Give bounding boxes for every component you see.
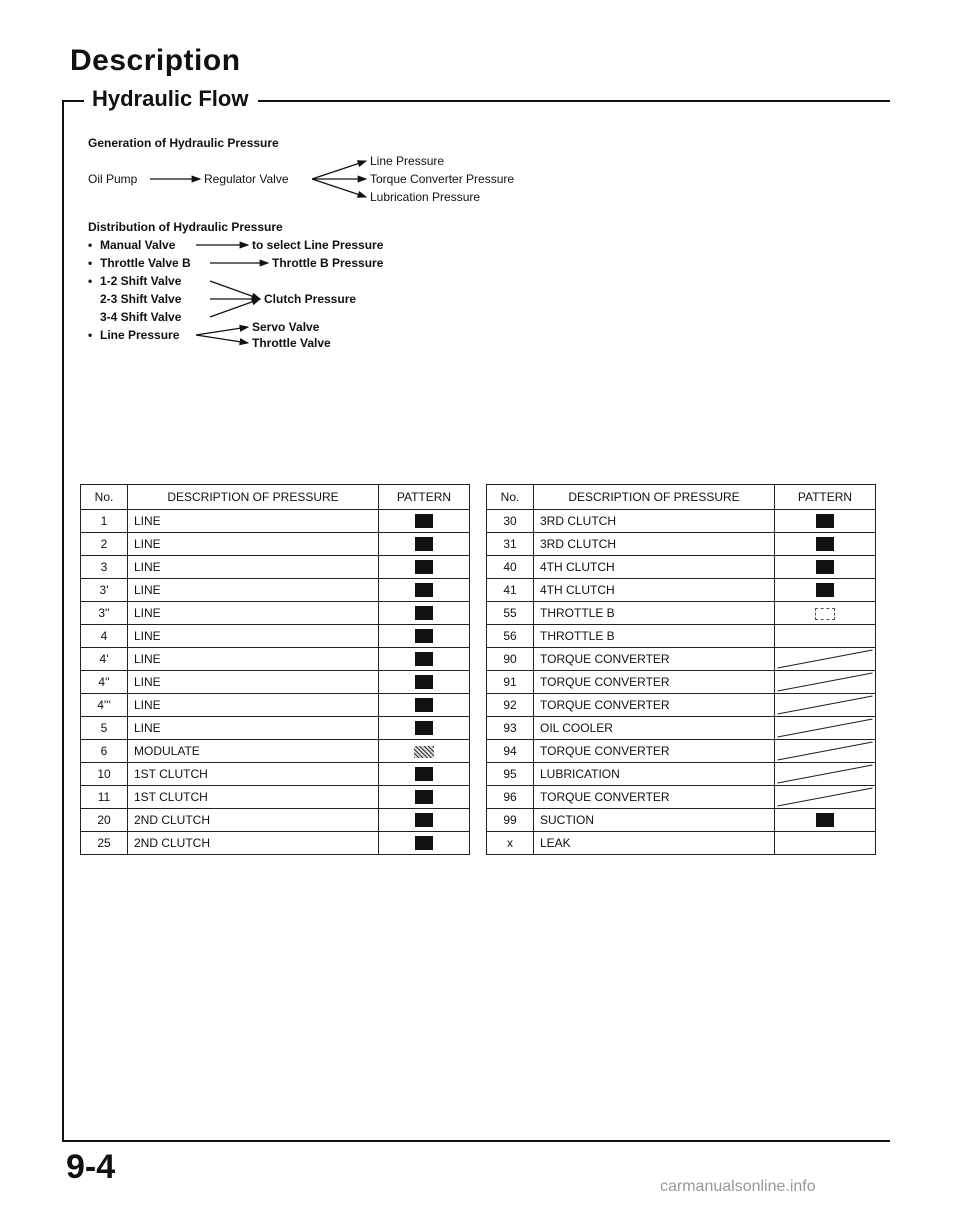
solid-pattern-swatch	[415, 606, 433, 620]
row-number: 1	[81, 510, 128, 533]
row-number: 91	[487, 671, 534, 694]
row-description: 2ND CLUTCH	[128, 809, 379, 832]
arrow-line	[312, 161, 366, 179]
diagonal-pattern-swatch	[775, 717, 875, 739]
header-pattern: PATTERN	[775, 485, 876, 510]
row-number: 55	[487, 602, 534, 625]
row-description: THROTTLE B	[534, 625, 775, 648]
solid-pattern-swatch	[415, 583, 433, 597]
row-description: LINE	[128, 717, 379, 740]
servo-valve-label: Servo Valve	[252, 320, 320, 334]
solid-pattern-swatch	[816, 583, 834, 597]
table-row	[81, 556, 470, 579]
regulator-valve-label: Regulator Valve	[204, 172, 289, 186]
header-description: DESCRIPTION OF PRESSURE	[128, 485, 379, 510]
header-no: No.	[81, 485, 128, 510]
row-description: OIL COOLER	[534, 717, 775, 740]
line-pressure-output: Line Pressure	[370, 154, 445, 168]
solid-pattern-swatch	[415, 767, 433, 781]
table-row	[487, 694, 876, 717]
section-title: Hydraulic Flow	[84, 86, 258, 112]
table-row	[81, 625, 470, 648]
diagonal-pattern-swatch	[775, 786, 875, 808]
table-row	[487, 625, 876, 648]
solid-pattern-swatch	[816, 813, 834, 827]
diagonal-pattern-swatch	[775, 763, 875, 785]
row-description: TORQUE CONVERTER	[534, 648, 775, 671]
table-row	[487, 579, 876, 602]
row-number: 11	[81, 786, 128, 809]
solid-pattern-swatch	[415, 836, 433, 850]
row-description: LINE	[128, 533, 379, 556]
row-description: LUBRICATION	[534, 763, 775, 786]
row-description: TORQUE CONVERTER	[534, 694, 775, 717]
table-row	[487, 832, 876, 855]
row-number: 3'	[81, 579, 128, 602]
row-description: MODULATE	[128, 740, 379, 763]
row-pattern	[379, 579, 470, 602]
row-pattern	[379, 602, 470, 625]
row-number: 10	[81, 763, 128, 786]
row-description: LINE	[128, 602, 379, 625]
row-number: 92	[487, 694, 534, 717]
header-pattern: PATTERN	[379, 485, 470, 510]
arrow-lubrication	[312, 179, 366, 197]
row-pattern	[379, 556, 470, 579]
solid-pattern-swatch	[415, 721, 433, 735]
row-pattern	[775, 556, 876, 579]
generation-title: Generation of Hydraulic Pressure	[88, 136, 279, 150]
row-description: LINE	[128, 694, 379, 717]
row-pattern	[775, 510, 876, 533]
pressure-table-right	[486, 484, 876, 855]
solid-pattern-swatch	[415, 813, 433, 827]
solid-pattern-swatch	[816, 514, 834, 528]
row-pattern	[379, 832, 470, 855]
row-description: TORQUE CONVERTER	[534, 671, 775, 694]
flow-arrows	[0, 0, 960, 400]
solid-pattern-swatch	[415, 560, 433, 574]
bullet-4: •	[88, 328, 93, 342]
row-pattern	[775, 832, 876, 855]
table-row	[487, 717, 876, 740]
row-pattern	[379, 671, 470, 694]
row-number: 20	[81, 809, 128, 832]
row-pattern	[775, 648, 876, 671]
row-pattern	[775, 602, 876, 625]
row-description: TORQUE CONVERTER	[534, 786, 775, 809]
row-number: 94	[487, 740, 534, 763]
row-pattern	[379, 625, 470, 648]
row-pattern	[379, 648, 470, 671]
arrow-shift12	[210, 281, 260, 299]
table-row	[487, 763, 876, 786]
row-number: x	[487, 832, 534, 855]
row-description: 2ND CLUTCH	[128, 832, 379, 855]
table-row	[81, 671, 470, 694]
row-pattern	[775, 533, 876, 556]
table-row	[487, 556, 876, 579]
table-row	[81, 786, 470, 809]
diagonal-pattern-swatch	[775, 671, 875, 693]
row-pattern	[775, 763, 876, 786]
row-description: 3RD CLUTCH	[534, 510, 775, 533]
pressure-table-left	[80, 484, 470, 855]
row-pattern	[775, 717, 876, 740]
row-number: 30	[487, 510, 534, 533]
solid-pattern-swatch	[415, 537, 433, 551]
row-description: LINE	[128, 648, 379, 671]
clutch-pressure-label: Clutch Pressure	[264, 292, 357, 306]
watermark: carmanualsonline.info	[660, 1178, 816, 1195]
oil-pump-label: Oil Pump	[88, 172, 138, 186]
row-pattern	[379, 533, 470, 556]
row-description: 4TH CLUTCH	[534, 579, 775, 602]
row-description: LINE	[128, 556, 379, 579]
torque-converter-output: Torque Converter Pressure	[370, 172, 515, 186]
solid-pattern-swatch	[415, 652, 433, 666]
row-number: 6	[81, 740, 128, 763]
lubrication-output: Lubrication Pressure	[370, 190, 481, 204]
row-pattern	[379, 809, 470, 832]
table-row	[81, 602, 470, 625]
row-number: 4''	[81, 671, 128, 694]
row-pattern	[379, 786, 470, 809]
row-pattern	[775, 579, 876, 602]
throttle-valve-label: Throttle Valve B	[100, 256, 191, 270]
arrow-servo	[196, 327, 248, 335]
line-pressure-label: Line Pressure	[100, 328, 180, 342]
table-row	[81, 510, 470, 533]
solid-pattern-swatch	[415, 675, 433, 689]
solid-pattern-swatch	[415, 514, 433, 528]
bullet-1: •	[88, 238, 93, 252]
table-row	[487, 602, 876, 625]
shift-valve-34: 3-4 Shift Valve	[100, 310, 182, 324]
table-row	[81, 694, 470, 717]
row-pattern	[379, 763, 470, 786]
table-row	[81, 809, 470, 832]
table-row	[81, 579, 470, 602]
row-pattern	[775, 625, 876, 648]
row-description: TORQUE CONVERTER	[534, 740, 775, 763]
distribution-title: Distribution of Hydraulic Pressure	[88, 220, 283, 234]
row-number: 93	[487, 717, 534, 740]
table-row	[81, 740, 470, 763]
row-number: 31	[487, 533, 534, 556]
row-description: LINE	[128, 510, 379, 533]
row-number: 40	[487, 556, 534, 579]
page-number: 9-4	[66, 1148, 116, 1186]
row-description: THROTTLE B	[534, 602, 775, 625]
solid-pattern-swatch	[816, 560, 834, 574]
table-row	[487, 671, 876, 694]
table-row	[487, 648, 876, 671]
solid-pattern-swatch	[415, 698, 433, 712]
solid-pattern-swatch	[415, 629, 433, 643]
table-row	[81, 832, 470, 855]
row-number: 56	[487, 625, 534, 648]
row-pattern	[775, 671, 876, 694]
row-pattern	[379, 740, 470, 763]
row-description: LINE	[128, 625, 379, 648]
table-header-row	[487, 485, 876, 510]
row-pattern	[379, 694, 470, 717]
row-number: 2	[81, 533, 128, 556]
throttle-target-label: Throttle B Pressure	[272, 256, 384, 270]
frame-bottom-rule	[62, 1140, 890, 1142]
bullet-2: •	[88, 256, 93, 270]
solid-pattern-swatch	[415, 790, 433, 804]
dotted-pattern-swatch	[414, 746, 434, 758]
diagonal-pattern-swatch	[775, 648, 875, 670]
table-row	[487, 786, 876, 809]
row-number: 3	[81, 556, 128, 579]
manual-valve-label: Manual Valve	[100, 238, 176, 252]
row-description: 3RD CLUTCH	[534, 533, 775, 556]
solid-pattern-swatch	[816, 537, 834, 551]
row-number: 5	[81, 717, 128, 740]
row-number: 41	[487, 579, 534, 602]
row-description: 1ST CLUTCH	[128, 786, 379, 809]
row-number: 3''	[81, 602, 128, 625]
row-number: 25	[81, 832, 128, 855]
table-row	[81, 533, 470, 556]
row-description: SUCTION	[534, 809, 775, 832]
table-row	[81, 717, 470, 740]
row-number: 4	[81, 625, 128, 648]
row-pattern	[775, 694, 876, 717]
row-pattern	[775, 740, 876, 763]
row-pattern	[775, 786, 876, 809]
bullet-3: •	[88, 274, 93, 288]
throttle-valve-target: Throttle Valve	[252, 336, 331, 350]
shift-valve-12: 1-2 Shift Valve	[100, 274, 182, 288]
shift-valve-23: 2-3 Shift Valve	[100, 292, 182, 306]
row-description: 4TH CLUTCH	[534, 556, 775, 579]
dashed-pattern-swatch	[815, 608, 835, 620]
table-row	[81, 648, 470, 671]
row-pattern	[775, 809, 876, 832]
row-description: LINE	[128, 671, 379, 694]
row-number: 4'''	[81, 694, 128, 717]
table-row	[487, 510, 876, 533]
row-number: 90	[487, 648, 534, 671]
row-description: LINE	[128, 579, 379, 602]
table-row	[487, 809, 876, 832]
header-description: DESCRIPTION OF PRESSURE	[534, 485, 775, 510]
row-pattern	[379, 510, 470, 533]
arrow-throttle-valve	[196, 335, 248, 343]
table-row	[487, 533, 876, 556]
row-number: 95	[487, 763, 534, 786]
arrow-shift34	[210, 299, 260, 317]
row-number: 99	[487, 809, 534, 832]
row-number: 96	[487, 786, 534, 809]
row-number: 4'	[81, 648, 128, 671]
table-row	[487, 740, 876, 763]
diagonal-pattern-swatch	[775, 740, 875, 762]
row-description: LEAK	[534, 832, 775, 855]
table-header-row	[81, 485, 470, 510]
manual-target-label: to select Line Pressure	[252, 238, 384, 252]
row-description: 1ST CLUTCH	[128, 763, 379, 786]
row-pattern	[379, 717, 470, 740]
diagonal-pattern-swatch	[775, 694, 875, 716]
table-row	[81, 763, 470, 786]
header-no: No.	[487, 485, 534, 510]
page-title: Description	[70, 44, 241, 77]
